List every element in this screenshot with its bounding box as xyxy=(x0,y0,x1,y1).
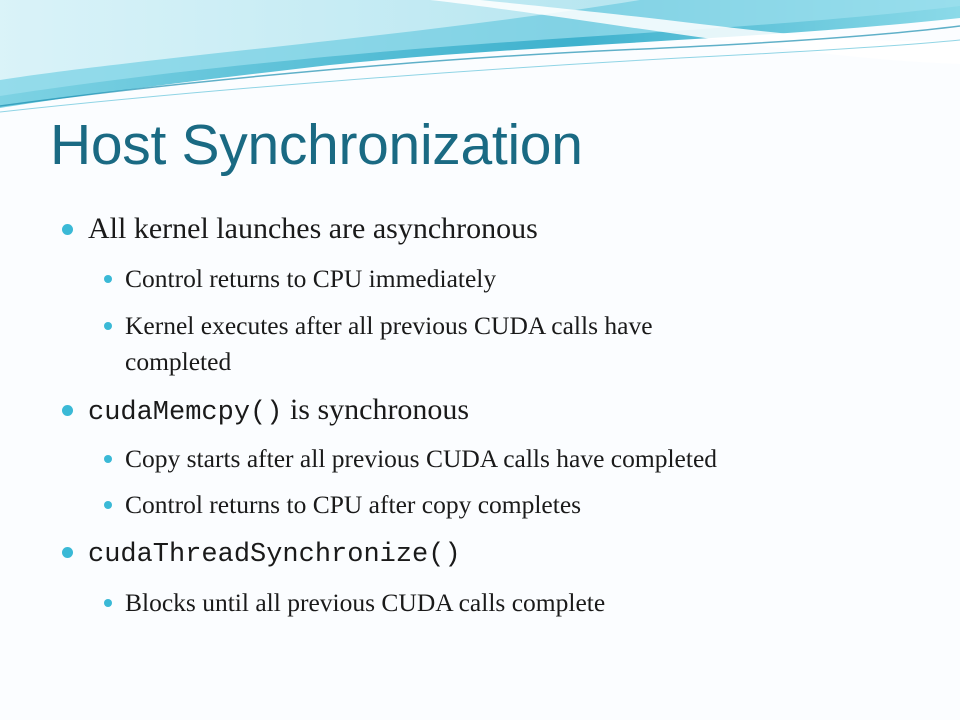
bullet-dot xyxy=(62,405,73,416)
bullet-dot xyxy=(104,455,112,463)
bullet-dot xyxy=(62,224,73,235)
bullet-dot xyxy=(104,275,112,283)
bullet-text xyxy=(88,392,469,431)
bullet-text: Blocks until all previous CUDA calls complete xyxy=(125,588,606,617)
code-text: cudaMemcpy() xyxy=(88,398,283,428)
bullet-text: All kernel launches are asynchronous xyxy=(88,212,538,245)
code-text: cudaThreadSynchronize() xyxy=(88,540,461,570)
bullet-text-suffix: is synchronous xyxy=(282,393,470,426)
bullet-text: Control returns to CPU after copy completes xyxy=(125,490,582,519)
bullet-text-line-2: completed xyxy=(125,347,232,376)
bullet-text-line-1: Kernel executes after all previous CUDA calls have xyxy=(125,311,653,340)
bullet-text xyxy=(88,534,461,573)
slide-title: Host Synchronization xyxy=(50,113,583,177)
bullet-text: Copy starts after all previous CUDA calls have completed xyxy=(125,444,718,473)
bullet-dot xyxy=(104,501,112,509)
bullet-dot xyxy=(104,599,112,607)
bullet-dot xyxy=(104,322,112,330)
bullet-text: Control returns to CPU immediately xyxy=(125,264,497,293)
bullet-dot xyxy=(62,547,73,558)
